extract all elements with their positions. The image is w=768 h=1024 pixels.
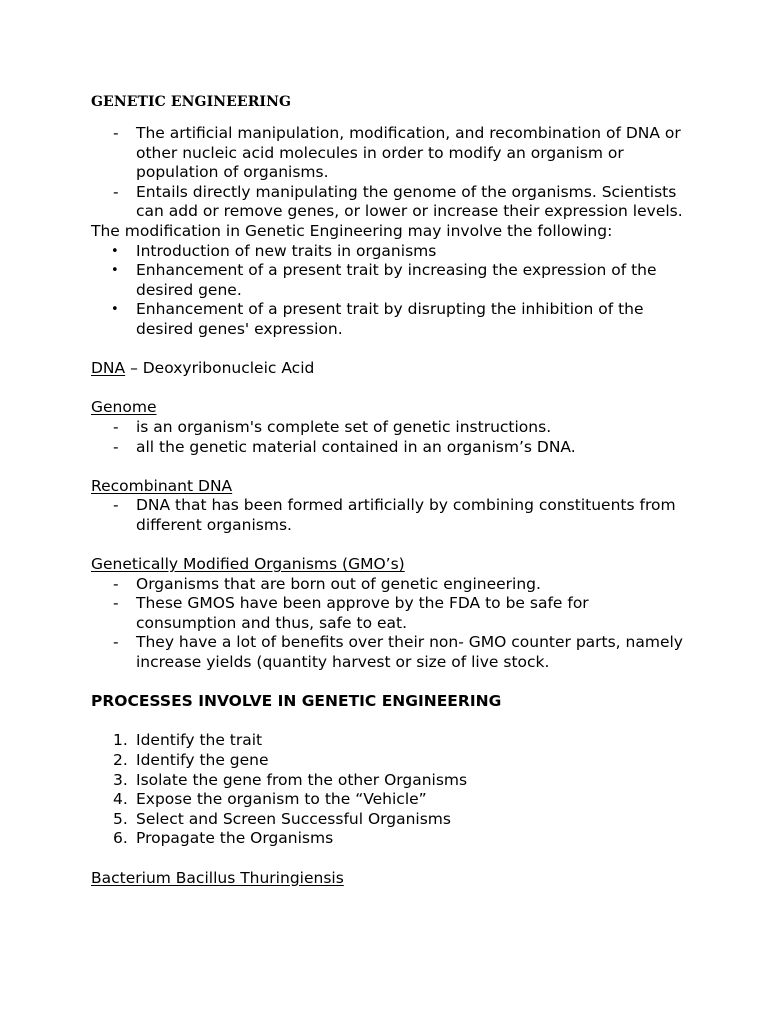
list-item xyxy=(91,242,691,262)
number-marker: 3. xyxy=(113,770,128,789)
list-item-text: Isolate the gene from the other Organisms xyxy=(136,770,468,789)
list-item xyxy=(91,183,691,222)
number-marker: 2. xyxy=(113,751,128,769)
list-item xyxy=(91,496,691,535)
bullet-marker: • xyxy=(111,243,119,259)
document-body xyxy=(91,124,691,888)
list-item-text: Expose the organism to the “Vehicle” xyxy=(136,790,427,809)
list-item xyxy=(91,418,691,438)
list-item-text: Propagate the Organisms xyxy=(136,829,334,848)
spacer xyxy=(91,849,691,869)
list-item xyxy=(91,829,691,849)
spacer xyxy=(91,379,691,399)
bacterium-term: Bacterium Bacillus Thuringiensis xyxy=(91,868,344,887)
number-marker: 6. xyxy=(113,829,128,848)
list-item-text: Identify the gene xyxy=(136,751,269,769)
document-title: GENETIC ENGINEERING xyxy=(91,94,292,110)
list-item-text: Identify the trait xyxy=(136,731,263,750)
list-item-text: These GMOS have been approve by the FDA to be safe for consumption and thus, safe to eat. xyxy=(136,594,589,632)
list-item xyxy=(91,751,691,771)
list-item xyxy=(91,261,691,300)
list-item-text: Organisms that are born out of genetic engineering. xyxy=(136,574,541,593)
number-marker: 4. xyxy=(113,790,128,809)
list-item-text: DNA that has been formed artificially by combining constituents from different organisms. xyxy=(136,496,676,534)
list-item-text: Enhancement of a present trait by increasing the expression of the desired gene. xyxy=(136,261,657,299)
dash-marker: - xyxy=(113,124,119,142)
spacer xyxy=(91,340,691,360)
spacer xyxy=(91,535,691,555)
dash-marker: - xyxy=(113,437,119,456)
list-item xyxy=(91,633,691,672)
list-item xyxy=(91,771,691,791)
list-item-text: all the genetic material contained in an organism’s DNA. xyxy=(136,437,576,456)
list-item xyxy=(91,594,691,633)
recombinant-term: Recombinant DNA xyxy=(91,476,233,495)
dna-definition-text: – Deoxyribonucleic Acid xyxy=(125,359,315,378)
list-item xyxy=(91,731,691,751)
spacer xyxy=(91,457,691,477)
list-item xyxy=(91,300,691,339)
list-item-text: Entails directly manipulating the genome of the organisms. Scientists can add or remove genes, or lower or increase their expression levels. xyxy=(136,182,683,221)
list-item xyxy=(91,790,691,810)
dna-term: DNA xyxy=(91,359,126,378)
genome-term: Genome xyxy=(91,398,157,417)
dash-marker: - xyxy=(113,496,119,515)
dash-marker: - xyxy=(113,594,119,613)
processes-heading: PROCESSES INVOLVE IN GENETIC ENGINEERING xyxy=(91,692,502,711)
spacer xyxy=(91,673,691,693)
dash-marker: - xyxy=(113,574,119,593)
number-marker: 5. xyxy=(113,809,128,828)
number-marker: 1. xyxy=(113,731,128,750)
bullet-marker: • xyxy=(111,302,119,318)
list-item-text: is an organism's complete set of genetic instructions. xyxy=(136,417,552,436)
dash-marker: - xyxy=(113,417,119,436)
dash-marker: - xyxy=(113,633,119,652)
gmo-term: Genetically Modified Organisms (GMO’s) xyxy=(91,555,405,574)
modification-intro: The modification in Genetic Engineering may involve the following: xyxy=(91,221,613,240)
list-item-text: Select and Screen Successful Organisms xyxy=(136,809,451,828)
list-item xyxy=(91,438,691,458)
dash-marker: - xyxy=(113,182,119,201)
list-item-text: Introduction of new traits in organisms xyxy=(136,241,437,260)
list-item xyxy=(91,124,691,183)
list-item-text: They have a lot of benefits over their non- GMO counter parts, namely increase yields (quantity harvest or size of live stock. xyxy=(136,633,683,672)
list-item-text: Enhancement of a present trait by disrupting the inhibition of the desired genes' expression. xyxy=(136,300,644,338)
dna-definition xyxy=(91,359,691,379)
list-item xyxy=(91,810,691,830)
list-item-text: The artificial manipulation, modification, and recombination of DNA or other nucleic acid molecules in order to modify an organism or population of organisms. xyxy=(136,124,681,182)
list-item xyxy=(91,575,691,595)
spacer xyxy=(91,712,691,732)
bullet-marker: • xyxy=(111,263,119,279)
